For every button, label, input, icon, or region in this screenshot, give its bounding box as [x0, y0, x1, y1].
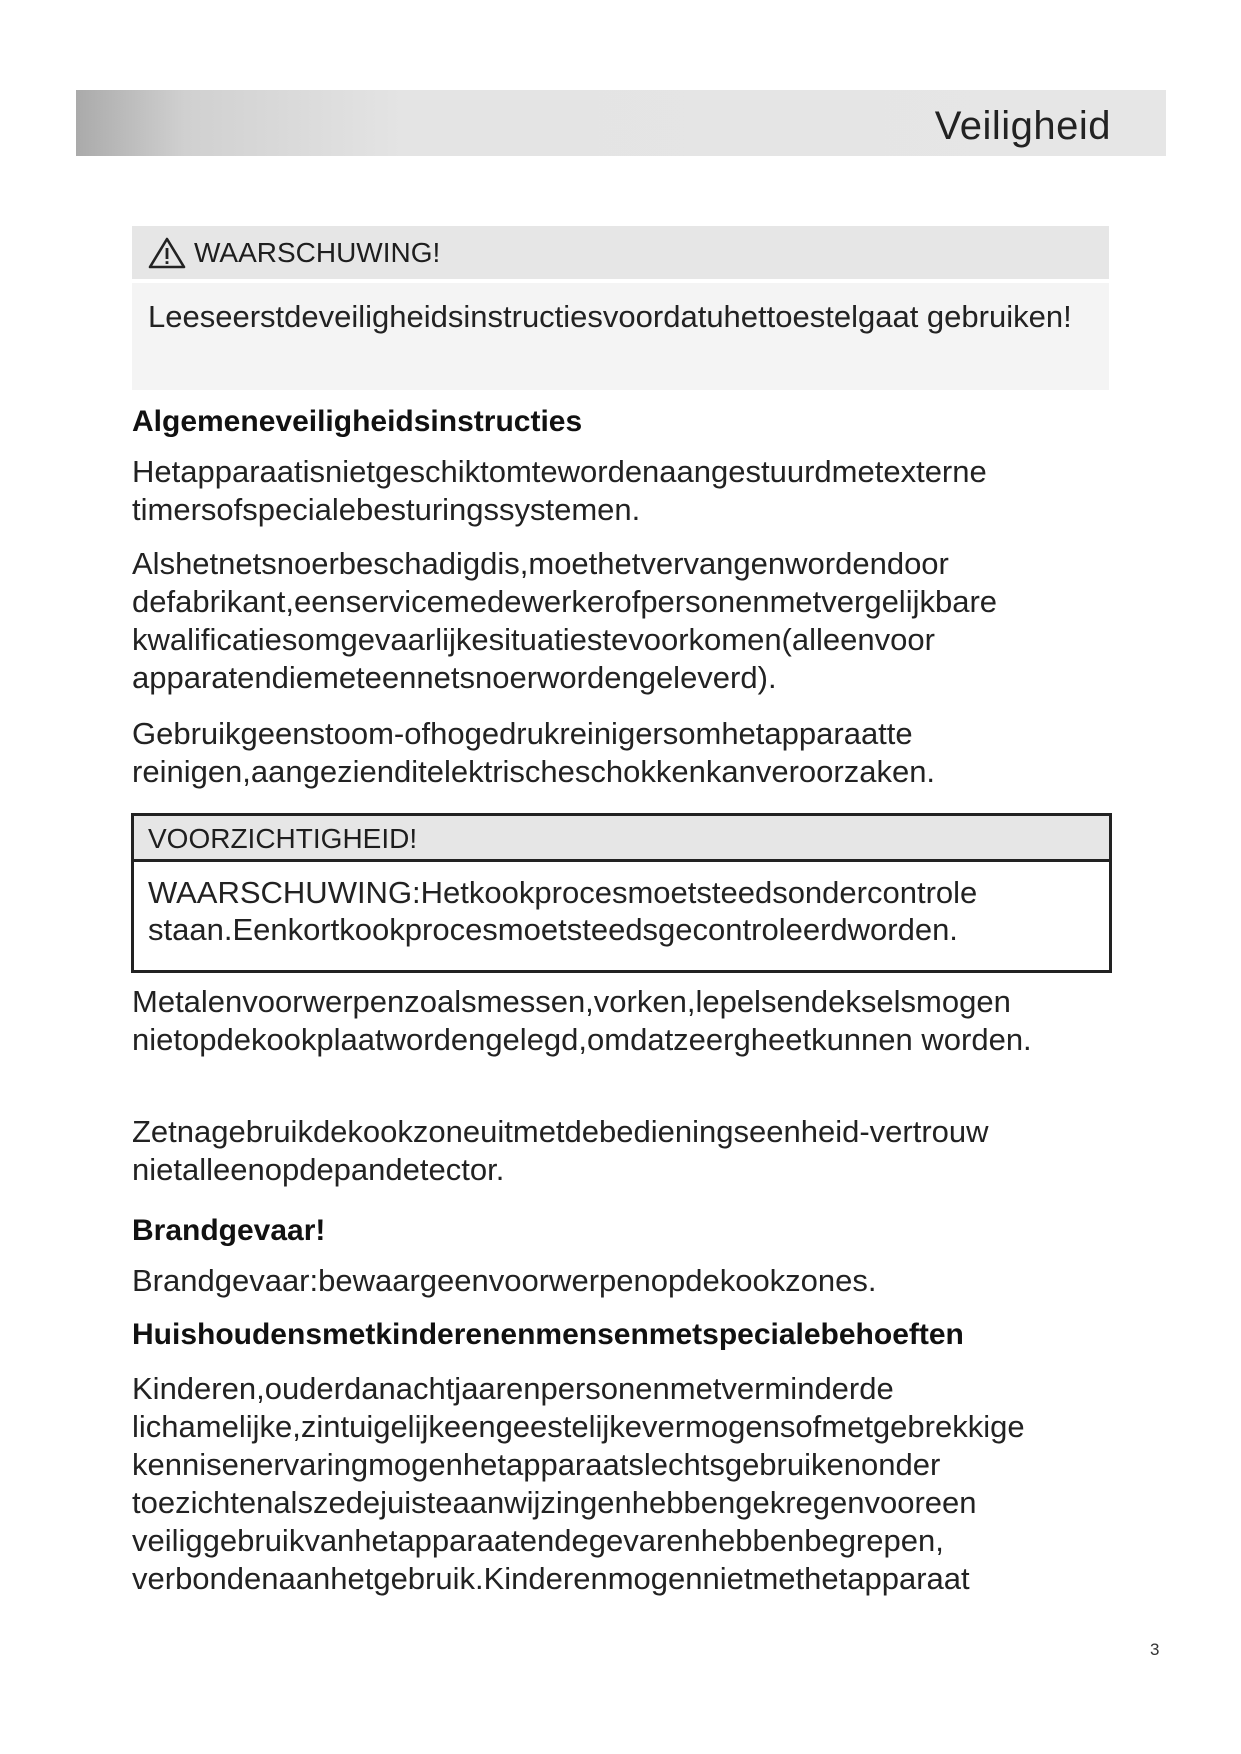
paragraph: Zetnagebruikdekookzoneuitmetdebedieningseenheid-vertrouw nietalleenopdepandetector. [132, 1114, 989, 1187]
warning-triangle-icon [148, 237, 186, 269]
page-number: 3 [1150, 1640, 1160, 1659]
page-header [76, 90, 1166, 156]
section-heading-general: Algemeneveiligheidsinstructies [132, 405, 583, 438]
paragraph: Metalenvoorwerpenzoalsmessen,vorken,lepelsendekselsmogen nietopdekookplaatwordengelegd,omdatzeergheetkunnen worden. [132, 984, 1032, 1057]
caution-label: VOORZICHTIGHEID! [134, 816, 1109, 862]
caution-box [131, 813, 1112, 973]
warning-label: WAARSCHUWING! [194, 236, 441, 268]
page-title: Veiligheid [934, 104, 1111, 148]
section-heading-household: Huishoudensmetkinderenenmensenmetspecialebehoeften [132, 1318, 964, 1351]
section-heading-fire: Brandgevaar! [132, 1214, 326, 1247]
paragraph: Kinderen,ouderdanachtjaarenpersonenmetverminderde lichamelijke,zintuigelijkeengeestelijkevermogensofmetgebrekkige kennisenervaringmogenhetapparaatslechtsgebruikenonder toezichtenalszedejuisteaanwijzingenhebbengekregenvooreen veiliggebruikvanhetapparaatendegevarenhebbenbegrepen, verbondenaanhetgebruik.Kinderenmogennietmethetapparaat [132, 1371, 1025, 1596]
paragraph: Hetapparaatisnietgeschiktomtewordenaangestuurdmetexterne timersofspecialebesturingssystemen. [132, 454, 987, 527]
warning-box [132, 226, 1109, 390]
paragraph: Brandgevaar:bewaargeenvoorwerpenopdekookzones. [132, 1263, 877, 1298]
warning-header [132, 226, 1109, 279]
caution-text: WAARSCHUWING:Hetkookprocesmoetsteedsondercontrole staan.Eenkortkookprocesmoetsteedsgecontroleerdworden. [148, 875, 978, 947]
paragraph: Alshetnetsnoerbeschadigdis,moethetvervangenwordendoor defabrikant,eenservicemedewerkerofpersonenmetvergelijkbare kwalificatiesomgevaarlijkesituatiestevoorkomen(alleenvoor apparatendiemeteennetsnoerwordengeleverd). [132, 546, 998, 695]
paragraph: Gebruikgeenstoom-ofhogedrukreinigersomhetapparaatte reinigen,aangezienditelektrischeschokkenkanveroorzaken. [132, 716, 936, 789]
warning-text: Leeseerstdeveiligheidsinstructiesvoordatuhettoestelgaat gebruiken! [132, 283, 1109, 390]
